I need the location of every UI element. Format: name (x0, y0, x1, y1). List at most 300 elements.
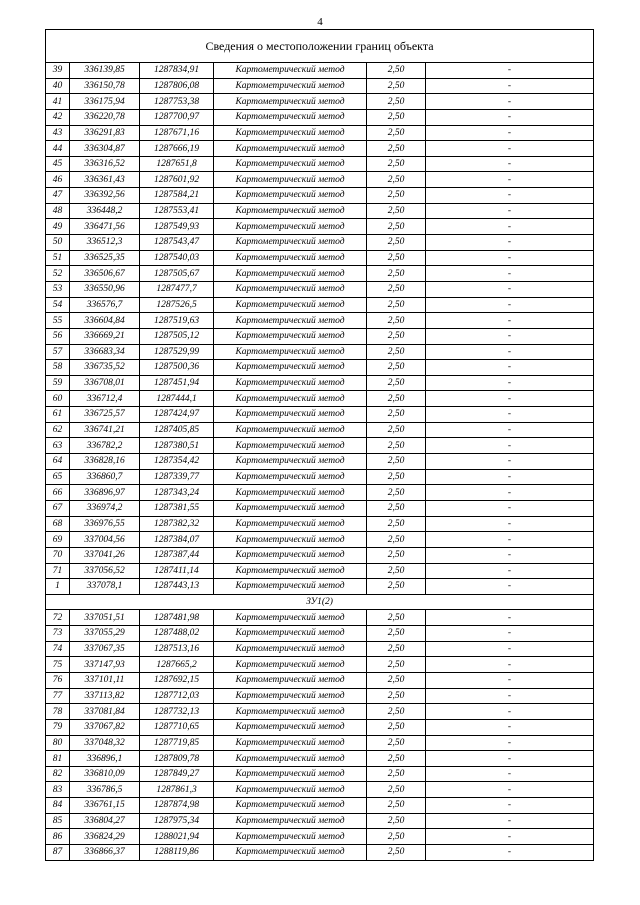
method-cell: Картометрический метод (214, 719, 367, 735)
x-coordinate-cell: 336860,7 (70, 469, 140, 485)
method-cell: Картометрический метод (214, 344, 367, 360)
description-cell: - (426, 63, 594, 79)
x-coordinate-cell: 336506,67 (70, 266, 140, 282)
method-cell: Картометрический метод (214, 563, 367, 579)
y-coordinate-cell: 1287861,3 (140, 782, 214, 798)
table-row (46, 235, 594, 251)
method-cell: Картометрический метод (214, 704, 367, 720)
y-coordinate-cell: 1287549,93 (140, 219, 214, 235)
table-row (46, 219, 594, 235)
point-number-cell: 48 (46, 203, 70, 219)
table-row (46, 313, 594, 329)
accuracy-cell: 2,50 (367, 141, 426, 157)
table-row (46, 94, 594, 110)
method-cell: Картометрический метод (214, 672, 367, 688)
accuracy-cell: 2,50 (367, 845, 426, 861)
y-coordinate-cell: 1287519,63 (140, 313, 214, 329)
accuracy-cell: 2,50 (367, 391, 426, 407)
description-cell: - (426, 328, 594, 344)
accuracy-cell: 2,50 (367, 798, 426, 814)
description-cell: - (426, 391, 594, 407)
x-coordinate-cell: 336786,5 (70, 782, 140, 798)
table-row (46, 610, 594, 626)
description-cell: - (426, 297, 594, 313)
table-row (46, 547, 594, 563)
section-row (46, 594, 594, 610)
x-coordinate-cell: 336828,16 (70, 454, 140, 470)
method-cell: Картометрический метод (214, 610, 367, 626)
y-coordinate-cell: 1287834,91 (140, 63, 214, 79)
table-row (46, 266, 594, 282)
table-row (46, 766, 594, 782)
accuracy-cell: 2,50 (367, 422, 426, 438)
description-cell: - (426, 704, 594, 720)
point-number-cell: 69 (46, 532, 70, 548)
table-row (46, 688, 594, 704)
description-cell: - (426, 766, 594, 782)
method-cell: Картометрический метод (214, 141, 367, 157)
accuracy-cell: 2,50 (367, 94, 426, 110)
accuracy-cell: 2,50 (367, 563, 426, 579)
table-row (46, 579, 594, 595)
x-coordinate-cell: 336525,35 (70, 250, 140, 266)
table-row (46, 641, 594, 657)
point-number-cell: 73 (46, 626, 70, 642)
description-cell: - (426, 813, 594, 829)
table-title: Сведения о местоположении границ объекта (46, 30, 594, 63)
x-coordinate-cell: 337101,11 (70, 672, 140, 688)
description-cell: - (426, 344, 594, 360)
method-cell: Картометрический метод (214, 281, 367, 297)
y-coordinate-cell: 1287380,51 (140, 438, 214, 454)
section-label: ЗУ1(2) (46, 594, 594, 610)
method-cell: Картометрический метод (214, 516, 367, 532)
method-cell: Картометрический метод (214, 328, 367, 344)
point-number-cell: 83 (46, 782, 70, 798)
y-coordinate-cell: 1287732,13 (140, 704, 214, 720)
point-number-cell: 65 (46, 469, 70, 485)
accuracy-cell: 2,50 (367, 203, 426, 219)
x-coordinate-cell: 336291,83 (70, 125, 140, 141)
accuracy-cell: 2,50 (367, 751, 426, 767)
description-cell: - (426, 407, 594, 423)
method-cell: Картометрический метод (214, 751, 367, 767)
x-coordinate-cell: 336139,85 (70, 63, 140, 79)
y-coordinate-cell: 1287849,27 (140, 766, 214, 782)
table-row (46, 281, 594, 297)
y-coordinate-cell: 1287339,77 (140, 469, 214, 485)
point-number-cell: 42 (46, 109, 70, 125)
point-number-cell: 59 (46, 375, 70, 391)
description-cell: - (426, 641, 594, 657)
accuracy-cell: 2,50 (367, 516, 426, 532)
accuracy-cell: 2,50 (367, 500, 426, 516)
table-row (46, 798, 594, 814)
description-cell: - (426, 188, 594, 204)
table-row (46, 438, 594, 454)
x-coordinate-cell: 336866,37 (70, 845, 140, 861)
point-number-cell: 71 (46, 563, 70, 579)
y-coordinate-cell: 1287710,65 (140, 719, 214, 735)
method-cell: Картометрический метод (214, 125, 367, 141)
description-cell: - (426, 579, 594, 595)
point-number-cell: 55 (46, 313, 70, 329)
x-coordinate-cell: 336304,87 (70, 141, 140, 157)
point-number-cell: 82 (46, 766, 70, 782)
accuracy-cell: 2,50 (367, 344, 426, 360)
description-cell: - (426, 719, 594, 735)
point-number-cell: 70 (46, 547, 70, 563)
table-row (46, 141, 594, 157)
y-coordinate-cell: 1288119,86 (140, 845, 214, 861)
y-coordinate-cell: 1287543,47 (140, 235, 214, 251)
accuracy-cell: 2,50 (367, 547, 426, 563)
accuracy-cell: 2,50 (367, 313, 426, 329)
x-coordinate-cell: 337067,35 (70, 641, 140, 657)
method-cell: Картометрический метод (214, 313, 367, 329)
table-title-row (46, 30, 594, 63)
y-coordinate-cell: 1287405,85 (140, 422, 214, 438)
x-coordinate-cell: 336604,84 (70, 313, 140, 329)
description-cell: - (426, 281, 594, 297)
description-cell: - (426, 219, 594, 235)
method-cell: Картометрический метод (214, 219, 367, 235)
x-coordinate-cell: 336712,4 (70, 391, 140, 407)
table-row (46, 813, 594, 829)
point-number-cell: 79 (46, 719, 70, 735)
accuracy-cell: 2,50 (367, 657, 426, 673)
point-number-cell: 44 (46, 141, 70, 157)
accuracy-cell: 2,50 (367, 829, 426, 845)
description-cell: - (426, 751, 594, 767)
x-coordinate-cell: 337081,84 (70, 704, 140, 720)
accuracy-cell: 2,50 (367, 813, 426, 829)
x-coordinate-cell: 337067,82 (70, 719, 140, 735)
point-number-cell: 66 (46, 485, 70, 501)
y-coordinate-cell: 1287488,02 (140, 626, 214, 642)
x-coordinate-cell: 337113,82 (70, 688, 140, 704)
description-cell: - (426, 172, 594, 188)
x-coordinate-cell: 336804,27 (70, 813, 140, 829)
point-number-cell: 77 (46, 688, 70, 704)
y-coordinate-cell: 1287354,42 (140, 454, 214, 470)
x-coordinate-cell: 336683,34 (70, 344, 140, 360)
point-number-cell: 64 (46, 454, 70, 470)
method-cell: Картометрический метод (214, 297, 367, 313)
point-number-cell: 40 (46, 78, 70, 94)
table-row (46, 626, 594, 642)
table-row (46, 188, 594, 204)
method-cell: Картометрический метод (214, 626, 367, 642)
table-row (46, 657, 594, 673)
description-cell: - (426, 422, 594, 438)
method-cell: Картометрический метод (214, 657, 367, 673)
accuracy-cell: 2,50 (367, 375, 426, 391)
accuracy-cell: 2,50 (367, 672, 426, 688)
point-number-cell: 78 (46, 704, 70, 720)
method-cell: Картометрический метод (214, 360, 367, 376)
table-row (46, 250, 594, 266)
accuracy-cell: 2,50 (367, 297, 426, 313)
x-coordinate-cell: 336761,15 (70, 798, 140, 814)
table-row (46, 532, 594, 548)
table-row (46, 704, 594, 720)
table-row (46, 78, 594, 94)
method-cell: Картометрический метод (214, 845, 367, 861)
accuracy-cell: 2,50 (367, 188, 426, 204)
description-cell: - (426, 438, 594, 454)
point-number-cell: 50 (46, 235, 70, 251)
description-cell: - (426, 829, 594, 845)
method-cell: Картометрический метод (214, 813, 367, 829)
accuracy-cell: 2,50 (367, 156, 426, 172)
table-row (46, 172, 594, 188)
accuracy-cell: 2,50 (367, 485, 426, 501)
accuracy-cell: 2,50 (367, 281, 426, 297)
table-row (46, 375, 594, 391)
point-number-cell: 87 (46, 845, 70, 861)
accuracy-cell: 2,50 (367, 407, 426, 423)
method-cell: Картометрический метод (214, 782, 367, 798)
y-coordinate-cell: 1287809,78 (140, 751, 214, 767)
point-number-cell: 53 (46, 281, 70, 297)
description-cell: - (426, 375, 594, 391)
description-cell: - (426, 547, 594, 563)
x-coordinate-cell: 336824,29 (70, 829, 140, 845)
method-cell: Картометрический метод (214, 109, 367, 125)
method-cell: Картометрический метод (214, 641, 367, 657)
accuracy-cell: 2,50 (367, 360, 426, 376)
y-coordinate-cell: 1287424,97 (140, 407, 214, 423)
y-coordinate-cell: 1287451,94 (140, 375, 214, 391)
y-coordinate-cell: 1287384,07 (140, 532, 214, 548)
y-coordinate-cell: 1287500,36 (140, 360, 214, 376)
point-number-cell: 76 (46, 672, 70, 688)
x-coordinate-cell: 336896,1 (70, 751, 140, 767)
y-coordinate-cell: 1287975,34 (140, 813, 214, 829)
y-coordinate-cell: 1287505,67 (140, 266, 214, 282)
table-row (46, 422, 594, 438)
x-coordinate-cell: 336735,52 (70, 360, 140, 376)
y-coordinate-cell: 1287806,08 (140, 78, 214, 94)
y-coordinate-cell: 1287481,98 (140, 610, 214, 626)
y-coordinate-cell: 1287526,5 (140, 297, 214, 313)
y-coordinate-cell: 1287753,38 (140, 94, 214, 110)
y-coordinate-cell: 1287477,7 (140, 281, 214, 297)
method-cell: Картометрический метод (214, 454, 367, 470)
method-cell: Картометрический метод (214, 235, 367, 251)
method-cell: Картометрический метод (214, 438, 367, 454)
table-row (46, 485, 594, 501)
method-cell: Картометрический метод (214, 63, 367, 79)
method-cell: Картометрический метод (214, 829, 367, 845)
y-coordinate-cell: 1287700,97 (140, 109, 214, 125)
accuracy-cell: 2,50 (367, 266, 426, 282)
accuracy-cell: 2,50 (367, 579, 426, 595)
description-cell: - (426, 735, 594, 751)
accuracy-cell: 2,50 (367, 719, 426, 735)
method-cell: Картометрический метод (214, 422, 367, 438)
method-cell: Картометрический метод (214, 766, 367, 782)
x-coordinate-cell: 336976,55 (70, 516, 140, 532)
x-coordinate-cell: 336741,21 (70, 422, 140, 438)
point-number-cell: 45 (46, 156, 70, 172)
accuracy-cell: 2,50 (367, 63, 426, 79)
y-coordinate-cell: 1287444,1 (140, 391, 214, 407)
method-cell: Картометрический метод (214, 78, 367, 94)
description-cell: - (426, 78, 594, 94)
method-cell: Картометрический метод (214, 172, 367, 188)
point-number-cell: 85 (46, 813, 70, 829)
table-row (46, 125, 594, 141)
accuracy-cell: 2,50 (367, 438, 426, 454)
table-row (46, 360, 594, 376)
point-number-cell: 52 (46, 266, 70, 282)
table-row (46, 344, 594, 360)
table-row (46, 469, 594, 485)
table-row (46, 751, 594, 767)
x-coordinate-cell: 337048,32 (70, 735, 140, 751)
method-cell: Картометрический метод (214, 532, 367, 548)
point-number-cell: 58 (46, 360, 70, 376)
x-coordinate-cell: 337004,56 (70, 532, 140, 548)
description-cell: - (426, 516, 594, 532)
point-number-cell: 39 (46, 63, 70, 79)
description-cell: - (426, 454, 594, 470)
description-cell: - (426, 500, 594, 516)
table-row (46, 516, 594, 532)
y-coordinate-cell: 1287692,15 (140, 672, 214, 688)
y-coordinate-cell: 1287343,24 (140, 485, 214, 501)
x-coordinate-cell: 336512,3 (70, 235, 140, 251)
table-row (46, 735, 594, 751)
accuracy-cell: 2,50 (367, 235, 426, 251)
table-row (46, 672, 594, 688)
x-coordinate-cell: 336550,96 (70, 281, 140, 297)
point-number-cell: 54 (46, 297, 70, 313)
point-number-cell: 67 (46, 500, 70, 516)
description-cell: - (426, 109, 594, 125)
description-cell: - (426, 657, 594, 673)
point-number-cell: 63 (46, 438, 70, 454)
table-row (46, 782, 594, 798)
description-cell: - (426, 688, 594, 704)
point-number-cell: 68 (46, 516, 70, 532)
description-cell: - (426, 782, 594, 798)
y-coordinate-cell: 1288021,94 (140, 829, 214, 845)
description-cell: - (426, 610, 594, 626)
table-row (46, 845, 594, 861)
accuracy-cell: 2,50 (367, 641, 426, 657)
table-row (46, 829, 594, 845)
table-row (46, 719, 594, 735)
description-cell: - (426, 672, 594, 688)
y-coordinate-cell: 1287719,85 (140, 735, 214, 751)
point-number-cell: 43 (46, 125, 70, 141)
x-coordinate-cell: 336725,57 (70, 407, 140, 423)
y-coordinate-cell: 1287666,19 (140, 141, 214, 157)
x-coordinate-cell: 336974,2 (70, 500, 140, 516)
x-coordinate-cell: 336220,78 (70, 109, 140, 125)
y-coordinate-cell: 1287382,32 (140, 516, 214, 532)
method-cell: Картометрический метод (214, 735, 367, 751)
accuracy-cell: 2,50 (367, 250, 426, 266)
accuracy-cell: 2,50 (367, 532, 426, 548)
x-coordinate-cell: 336576,7 (70, 297, 140, 313)
accuracy-cell: 2,50 (367, 610, 426, 626)
x-coordinate-cell: 336669,21 (70, 328, 140, 344)
method-cell: Картометрический метод (214, 94, 367, 110)
accuracy-cell: 2,50 (367, 688, 426, 704)
description-cell: - (426, 626, 594, 642)
x-coordinate-cell: 336782,2 (70, 438, 140, 454)
point-number-cell: 41 (46, 94, 70, 110)
table-row (46, 407, 594, 423)
point-number-cell: 1 (46, 579, 70, 595)
accuracy-cell: 2,50 (367, 219, 426, 235)
table-row (46, 63, 594, 79)
x-coordinate-cell: 337147,93 (70, 657, 140, 673)
description-cell: - (426, 845, 594, 861)
description-cell: - (426, 485, 594, 501)
method-cell: Картометрический метод (214, 469, 367, 485)
description-cell: - (426, 203, 594, 219)
table-row (46, 563, 594, 579)
table-row (46, 391, 594, 407)
accuracy-cell: 2,50 (367, 172, 426, 188)
method-cell: Картометрический метод (214, 156, 367, 172)
page-number: 4 (317, 16, 323, 28)
y-coordinate-cell: 1287601,92 (140, 172, 214, 188)
point-number-cell: 80 (46, 735, 70, 751)
y-coordinate-cell: 1287665,2 (140, 657, 214, 673)
x-coordinate-cell: 336361,43 (70, 172, 140, 188)
method-cell: Картометрический метод (214, 203, 367, 219)
description-cell: - (426, 125, 594, 141)
y-coordinate-cell: 1287540,03 (140, 250, 214, 266)
accuracy-cell: 2,50 (367, 109, 426, 125)
y-coordinate-cell: 1287584,21 (140, 188, 214, 204)
point-number-cell: 60 (46, 391, 70, 407)
method-cell: Картометрический метод (214, 688, 367, 704)
method-cell: Картометрический метод (214, 375, 367, 391)
point-number-cell: 62 (46, 422, 70, 438)
x-coordinate-cell: 336392,56 (70, 188, 140, 204)
point-number-cell: 49 (46, 219, 70, 235)
y-coordinate-cell: 1287513,16 (140, 641, 214, 657)
point-number-cell: 61 (46, 407, 70, 423)
description-cell: - (426, 250, 594, 266)
point-number-cell: 84 (46, 798, 70, 814)
y-coordinate-cell: 1287874,98 (140, 798, 214, 814)
accuracy-cell: 2,50 (367, 782, 426, 798)
y-coordinate-cell: 1287712,03 (140, 688, 214, 704)
accuracy-cell: 2,50 (367, 328, 426, 344)
y-coordinate-cell: 1287529,99 (140, 344, 214, 360)
point-number-cell: 51 (46, 250, 70, 266)
description-cell: - (426, 156, 594, 172)
x-coordinate-cell: 337056,52 (70, 563, 140, 579)
x-coordinate-cell: 336810,09 (70, 766, 140, 782)
x-coordinate-cell: 336708,01 (70, 375, 140, 391)
point-number-cell: 57 (46, 344, 70, 360)
method-cell: Картометрический метод (214, 798, 367, 814)
accuracy-cell: 2,50 (367, 626, 426, 642)
point-number-cell: 81 (46, 751, 70, 767)
x-coordinate-cell: 337041,26 (70, 547, 140, 563)
method-cell: Картометрический метод (214, 500, 367, 516)
accuracy-cell: 2,50 (367, 454, 426, 470)
